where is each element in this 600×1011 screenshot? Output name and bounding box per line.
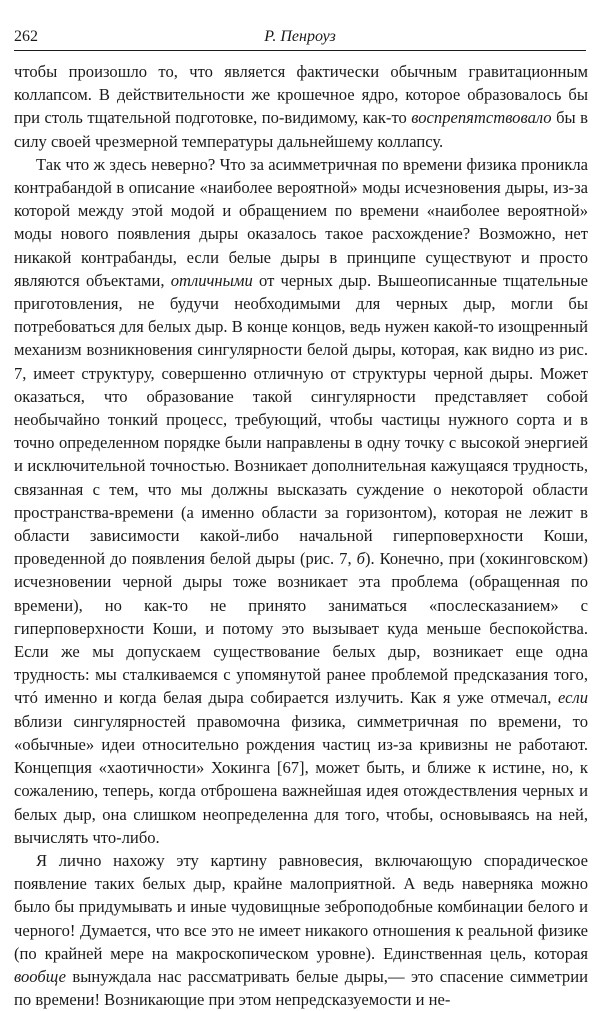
paragraph — [14, 153, 588, 849]
text-run: ). Конечно, при (хокинговском) исчезновении черной дыры тоже возникает эта проблема (обращенная по времени), но как-то не принято заниматься «послесказанием» с гиперповерхности Коши, и потому это вызывает куда меньше беспокойства. Если же мы допускаем существование белых дыр, возникает еще одна трудность: мы сталкиваемся с упомянутой ранее проблемой предсказания того, чтó именно и когда белая дыра собирается излучить. Как я уже отмечал, — [14, 549, 589, 708]
italic-text: если — [557, 688, 588, 708]
page-header — [14, 28, 586, 48]
text-run: чтобы произошло то, что является фактически обычным гравитационным коллапсом. В действительности же крошечное ядро, которое образовалось бы при столь тщательной подготовке, по-видимому, как-то — [14, 62, 588, 128]
text-run: Так что ж здесь неверно? Что за асимметричная по времени физика проникла контрабандой в описание «наиболее вероятной» моды исчезновения дыры, из-за которой между этой модой и обращением по времени «наиболее вероятной» моды нового появления дыры оказалось такое расхождение? Возможно, нет никакой контрабанды, если белые дыры в принципе существуют и просто являются объектами, — [14, 154, 588, 290]
text-run: вблизи сингулярностей правомочна физика, симметричная по времени, то «обычные» идеи относительно рождения частиц из-за кривизны не работают. Концепция «хаотичности» Хокинга [67], может быть, и ближе к истине, но, к сожалению, теперь, когда отброшена важнейшая идея отождествления черных и белых дыр, она слишком неопределенна для того, чтобы, основываясь на ней, вычислять что-либо. — [14, 711, 588, 847]
text-run: Я лично нахожу эту картину равновесия, включающую спорадическое появление таких белых дыр, крайне малоприятной. А ведь наверняка можно было бы придумывать и иные чудовищные зеброподобные комбинации белого и черного! Думается, что все это не имеет никакого отношения к реальной физике (по крайней мере на макроскопическом уровне). Единственная цель, которая — [14, 850, 588, 963]
running-head: Р. Пенроуз — [264, 28, 336, 45]
italic-text: вообще — [14, 966, 67, 986]
paragraph — [14, 849, 588, 1011]
text-run: вынуждала нас рассматривать белые дыры,— это спасение симметрии по времени! Возникающие при этом непредсказуемости и не- — [14, 966, 588, 1010]
header-rule — [14, 50, 586, 51]
italic-text: б — [356, 549, 365, 569]
body-text — [14, 60, 588, 1011]
text-run: бы в силу своей чрезмерной температуры дальнейшему коллапсу. — [14, 108, 588, 151]
paragraph — [14, 60, 588, 153]
italic-text: отличными — [170, 270, 253, 290]
text-run: от черных дыр. Вышеописанные тщательные приготовления, не будучи необходимыми для черных дыр, могли бы потребоваться для белых дыр. В конце концов, ведь нужен какой-то изощренный механизм возникновения сингулярности белой дыры, которая, как видно из рис. 7, имеет структуру, совершенно отличную от структуры черной дыры. Может оказаться, что образование такой сингулярности представляет собой необычайно тонкий процесс, требующий, чтобы частицы нужного сорта и в точно определенном порядке были направлены в одну точку с высокой энергией и исключительной точностью. Возникает дополнительная кажущаяся трудность, связанная с тем, что мы должны высказать суждение о некоторой области пространства-времени (а именно области за горизонтом), которая не лежит в области зависимости какой-либо начальной гиперповерхности Коши, проведенной до появления белой дыры (рис. 7, — [14, 270, 588, 569]
page-number: 262 — [14, 28, 38, 45]
italic-text: воспрепятствовало — [411, 108, 552, 128]
